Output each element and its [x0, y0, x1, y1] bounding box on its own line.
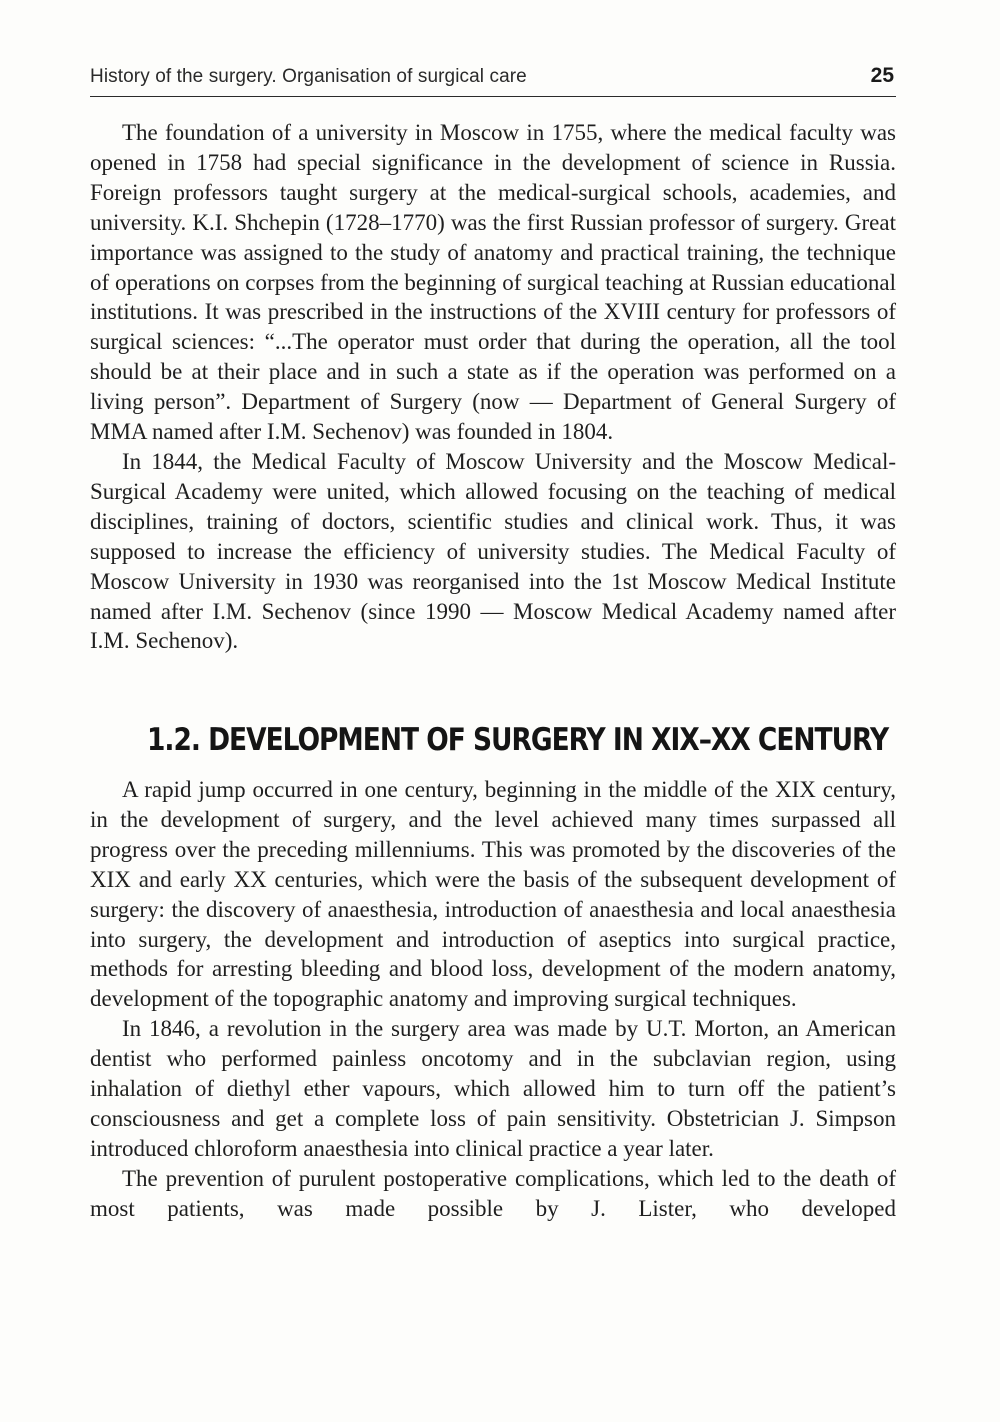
paragraph: In 1846, a revolution in the surgery area was made by U.T. Morton, an American dentist who performed painless oncotomy and in the subclavian region, using inhalation of diethyl ether vapours, which allowed him to turn off the patient’s consciousness and get a complete loss of pain sensitivity. Obstetrician J. Simpson introduced chloroform anaesthesia into clinical practice a year later.	[90, 1016, 896, 1161]
page-number: 25	[870, 64, 894, 87]
paragraph: The foundation of a university in Moscow in 1755, where the medical faculty was opened in 1758 had special significance in the development of science in Russia. Foreign professors taught surgery at the medical-surgical schools, academies, and university. K.I. Shchepin (1728–1770) was the first Russian professor of surgery. Great importance was assigned to the study of anatomy and practical training, the technique of operations on corpses from the beginning of surgical teaching at Russian educational institutions. It was prescribed in the instructions of the XVIII century for professors of surgical sciences: “...The operator must order that during the operation, all the tool should be at their place and in such a state as if the operation was performed on a living person”. Department of Surgery (now — Department of General Surgery of MMA named after I.M. Sechenov) was founded in 1804.	[90, 120, 896, 445]
body-text-top	[90, 118, 896, 656]
running-head	[90, 64, 896, 97]
body-text-bottom	[90, 775, 896, 1224]
running-head-title: History of the surgery. Organisation of surgical care	[90, 66, 527, 87]
section-heading: 1.2. DEVELOPMENT OF SURGERY IN XIX–XX CENTURY	[147, 722, 889, 758]
paragraph: In 1844, the Medical Faculty of Moscow University and the Moscow Medical-Surgical Academy were united, which allowed focusing on the teaching of medical disciplines, training of doctors, scientific studies and clinical work. Thus, it was supposed to increase the efficiency of university studies. The Medical Faculty of Moscow University in 1930 was reorganised into the 1st Moscow Medical Institute named after I.M. Sechenov (since 1990 — Moscow Medical Academy named after I.M. Sechenov).	[90, 448, 896, 654]
paragraph: The prevention of purulent postoperative complications, which led to the death of most patients, was made possible by J. Lister, who developed	[90, 1165, 896, 1221]
paragraph: A rapid jump occurred in one century, beginning in the middle of the XIX century, in the development of surgery, and the level achieved many times surpassed all progress over the preceding millenniums. This was promoted by the discoveries of the XIX and early XX centuries, which were the basis of the subsequent development of surgery: the discovery of anaesthesia, introduction of anaesthesia and local anaesthesia into surgery, the development and introduction of aseptics into surgical practice, methods for arresting bleeding and blood loss, development of the modern anatomy, development of the topographic anatomy and improving surgical techniques.	[90, 777, 896, 1012]
